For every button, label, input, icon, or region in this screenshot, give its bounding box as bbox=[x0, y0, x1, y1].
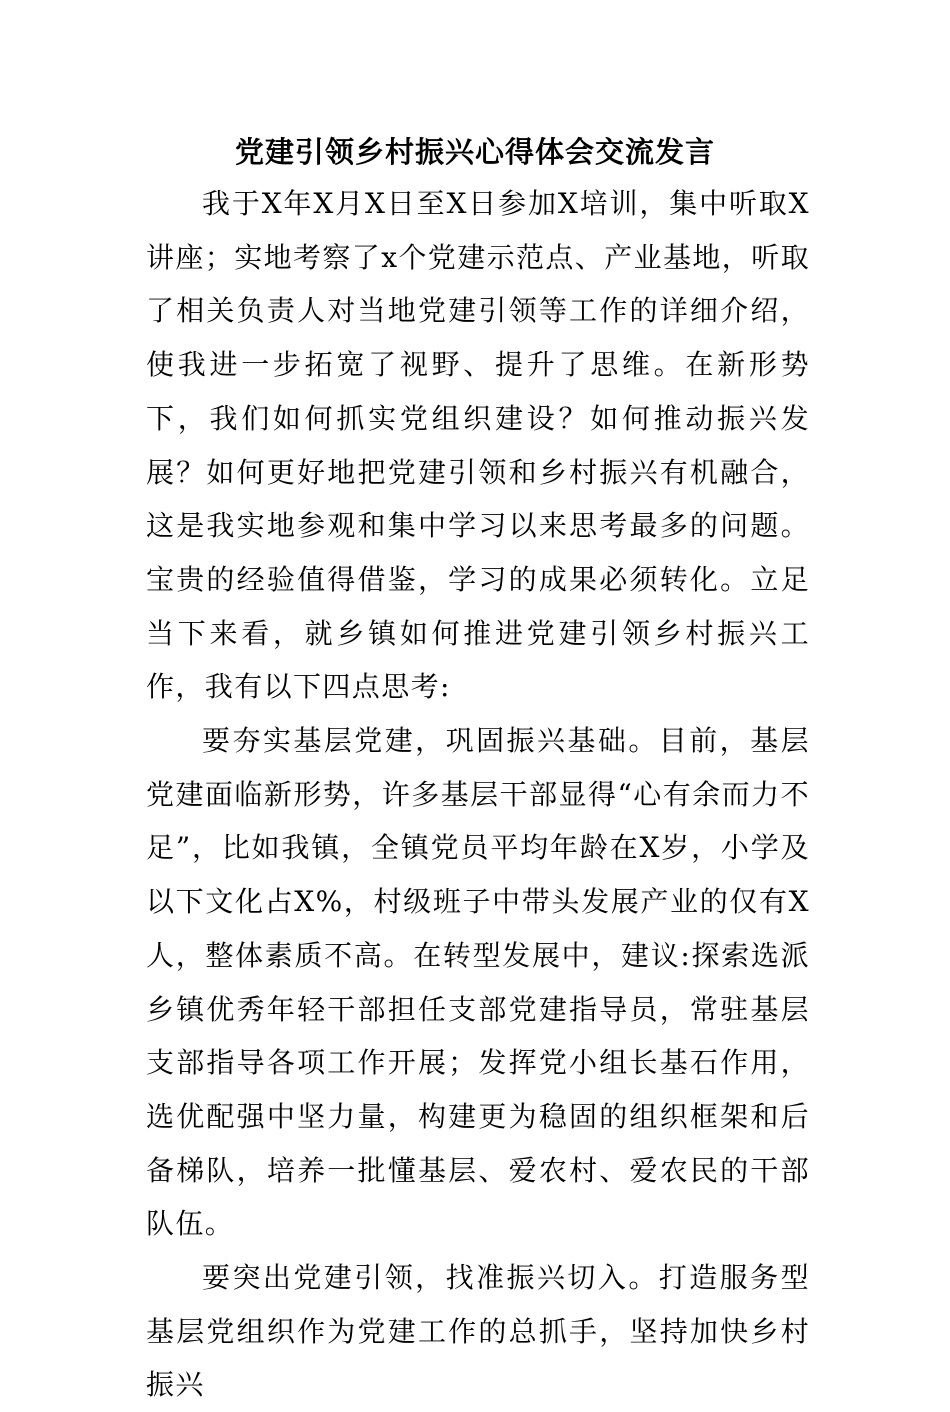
paragraph-2: 要夯实基层党建，巩固振兴基础。目前，基层党建面临新形势，许多基层干部显得“心有余而力不足”，比如我镇，全镇党员平均年龄在X岁，小学及以下文化占X%，村级班子中带头发展产业的仅有X人，整体素质不高。在转型发展中，建议:探索选派乡镇优秀年轻干部担任支部党建指导员，常驻基层支部指导各项工作开展；发挥党小组长基石作用，选优配强中坚力量，构建更为稳固的组织框架和后备梯队，培养一批懂基层、爱农村、爱农民的干部队伍。 bbox=[146, 724, 810, 1241]
document-body bbox=[146, 177, 810, 1412]
document-title: 党建引领乡村振兴心得体会交流发言 bbox=[234, 135, 715, 169]
paragraph-3: 要突出党建引领，找准振兴切入。打造服务型基层党组织作为党建工作的总抓手，坚持加快乡村振兴 bbox=[146, 1261, 810, 1402]
paragraph-1: 我于X年X月X日至X日参加X培训，集中听取X讲座；实地考察了x个党建示范点、产业基地，听取了相关负责人对当地党建引领等工作的详细介绍，使我进一步拓宽了视野、提升了思维。在新形势下，我们如何抓实党组织建设？如何推动振兴发展？如何更好地把党建引领和乡村振兴有机融合，这是我实地参观和集中学习以来思考最多的问题。宝贵的经验值得借鉴，学习的成果必须转化。立足当下来看，就乡镇如何推进党建引领乡村振兴工作，我有以下四点思考: bbox=[146, 187, 810, 704]
